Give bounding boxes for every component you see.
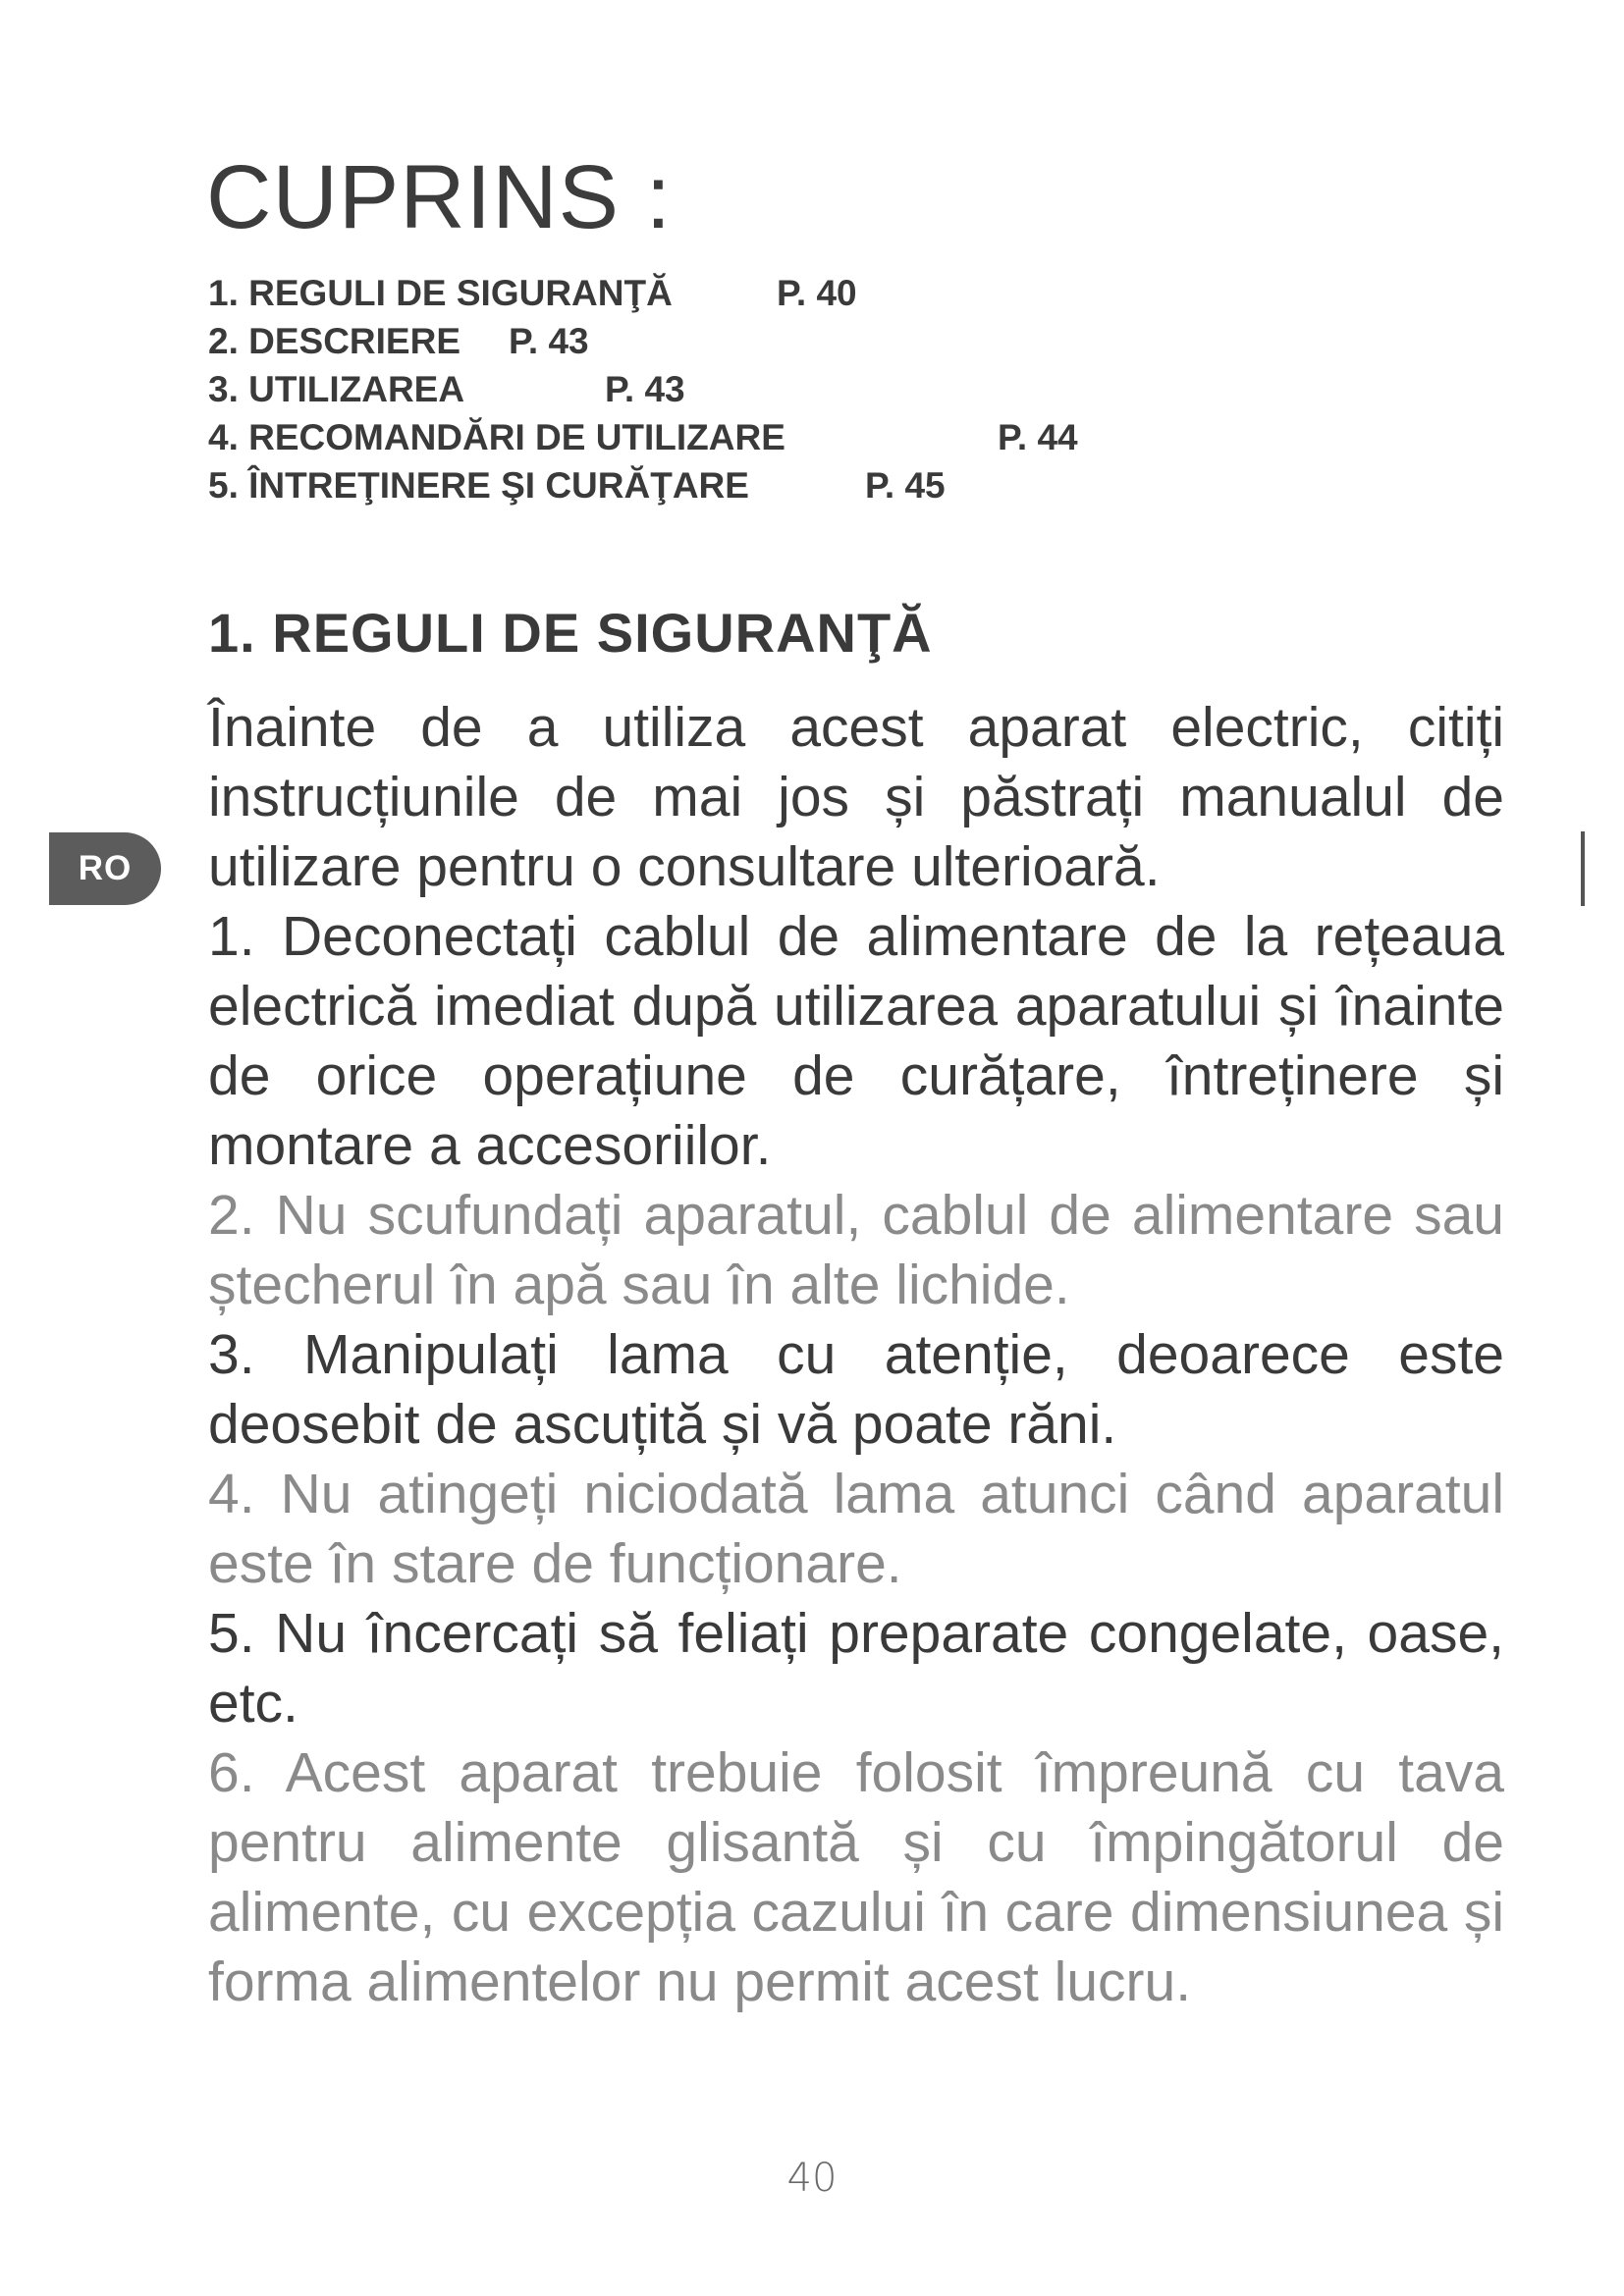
toc-item-label: 4. RECOMANDĂRI DE UTILIZARE bbox=[208, 417, 785, 457]
rule-item-6: 6. Acest aparat trebuie folosit împreună cu tava pentru alimente glisantă și cu împingătorul de alimente, cu excepția cazului în care dimensiunea și forma alimentelor nu permit acest lucru. bbox=[208, 1741, 1504, 2013]
intro-paragraph: Înainte de a utiliza acest aparat electric, citiți instrucțiunile de mai jos și păstrați manualul de utilizare pentru o consultare ulterioară. bbox=[208, 696, 1504, 898]
rule-item-1: 1. Deconectați cablul de alimentare de la rețeaua electrică imediat după utilizarea aparatului și înainte de orice operațiune de curățare, întreținere și montare a accesoriilor. bbox=[208, 905, 1504, 1177]
rule-item-4: 4. Nu atingeți niciodată lama atunci când aparatul este în stare de funcționare. bbox=[208, 1463, 1504, 1595]
toc-item-page: P. 43 bbox=[605, 369, 685, 409]
page-title: CUPRINS : bbox=[206, 147, 673, 247]
toc-item-page: P. 43 bbox=[509, 321, 589, 361]
rule-item-5: 5. Nu încercați să feliați preparate congelate, oase, etc. bbox=[208, 1602, 1504, 1735]
rule-item-2: 2. Nu scufundați aparatul, cablul de alimentare sau ștecherul în apă sau în alte lichide. bbox=[208, 1184, 1504, 1316]
toc-item-label: 2. DESCRIERE bbox=[208, 321, 461, 361]
page-number: 40 bbox=[786, 2156, 838, 2201]
toc-item-label: 1. REGULI DE SIGURANŢĂ bbox=[208, 273, 673, 313]
toc-item-page: P. 40 bbox=[777, 273, 857, 313]
section-heading: 1. REGULI DE SIGURANŢĂ bbox=[208, 602, 933, 664]
toc-item-label: 3. UTILIZAREA bbox=[208, 369, 465, 409]
toc-item-label: 5. ÎNTREŢINERE ŞI CURĂŢARE bbox=[208, 465, 749, 506]
toc-item-page: P. 45 bbox=[865, 465, 946, 506]
rule-item-3: 3. Manipulați lama cu atenție, deoarece este deosebit de ascuțită și vă poate răni. bbox=[208, 1323, 1504, 1456]
toc-item-page: P. 44 bbox=[998, 417, 1078, 457]
side-margin-mark bbox=[1581, 831, 1585, 906]
safety-rules-body bbox=[208, 693, 1504, 2017]
language-tab: RO bbox=[49, 832, 161, 905]
